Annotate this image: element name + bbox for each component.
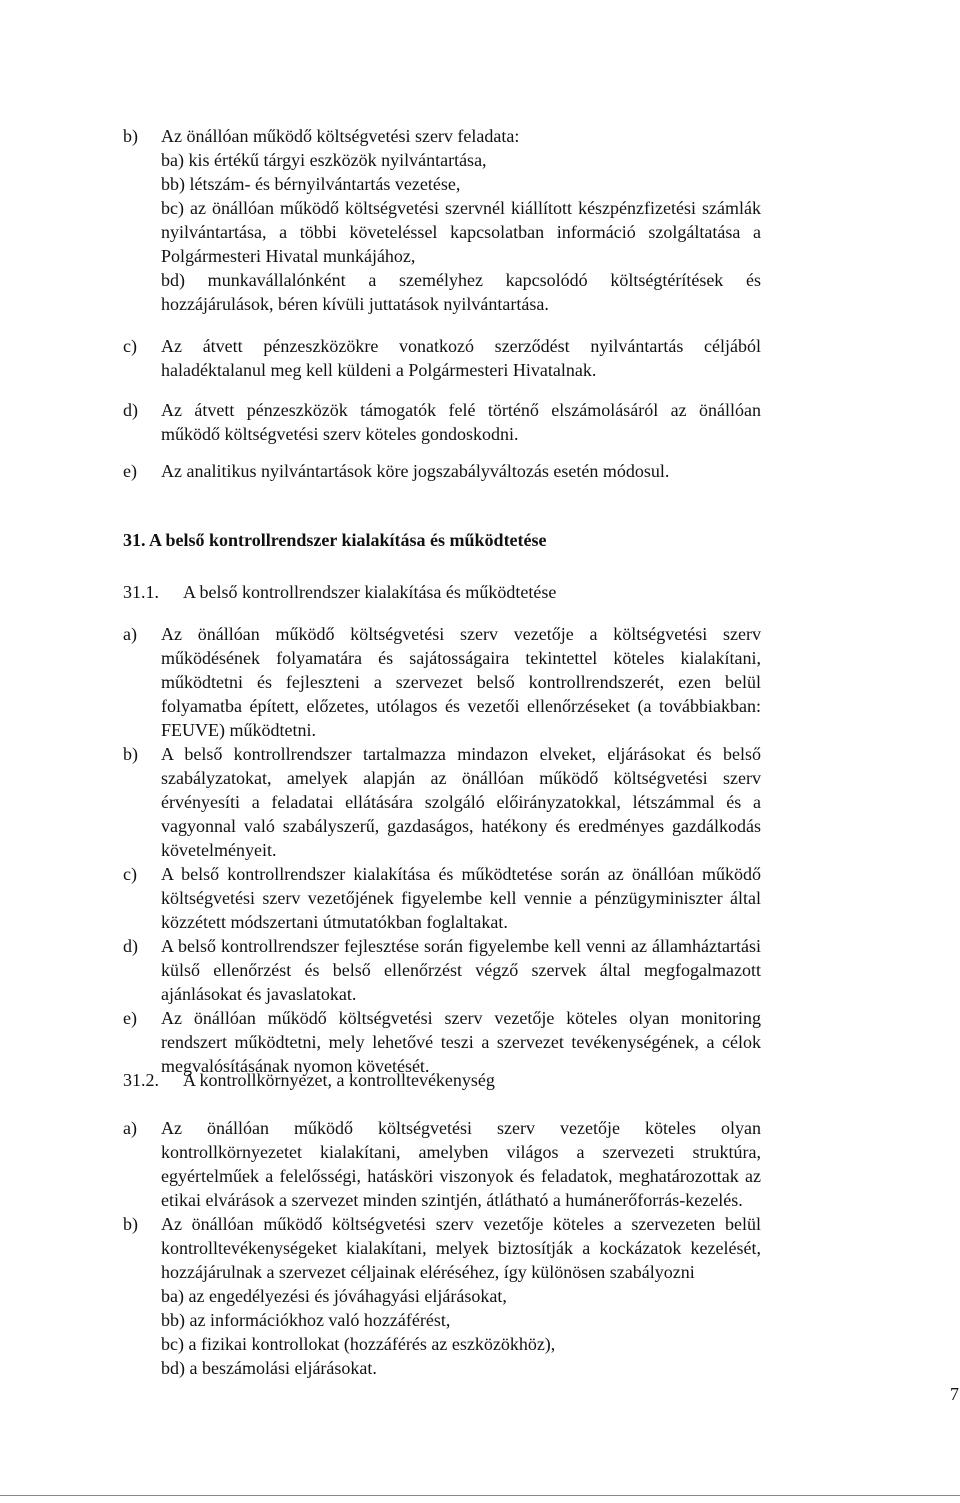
- list-marker: a): [123, 1118, 137, 1138]
- section-c-item: [123, 334, 761, 382]
- list-marker: c): [123, 336, 137, 356]
- list-marker: d): [123, 400, 138, 420]
- page-number: 7: [950, 1384, 959, 1404]
- subsection-number: 31.1.: [123, 582, 159, 602]
- subsection-number: 31.2.: [123, 1070, 159, 1090]
- list-marker: a): [123, 624, 137, 644]
- sub-list-item: bc) a fizikai kontrollokat (hozzáférés az eszközökhöz),: [161, 1334, 556, 1354]
- sub-list-item: ba) az engedélyezési és jóváhagyási eljárásokat,: [161, 1286, 507, 1306]
- section-c: [123, 334, 761, 382]
- bottom-scan-line: [0, 1495, 960, 1496]
- subsection-heading-31-1: [123, 580, 556, 604]
- subsection-31-1-list: [123, 622, 761, 1078]
- subsection-title: A belső kontrollrendszer kialakítása és működtetése: [183, 582, 557, 602]
- list-item: bb) létszám- és bérnyilvántartás vezetése,: [161, 174, 461, 194]
- list-marker: b): [123, 1214, 138, 1234]
- list-marker: d): [123, 936, 138, 956]
- list-marker: e): [123, 461, 137, 481]
- list-item: [123, 934, 761, 1006]
- list-item: [123, 862, 761, 934]
- subsection-heading-31-2: [123, 1068, 495, 1092]
- list-item-text: Az önállóan működő költségvetési szerv vezetője köteles a szervezeten belül kontrolltevékenységeket kialakítani, melyek biztosítják a kockázatok kezelését, hozzájárulnak a szervezet céljainak eléréséhez, így különösen szabályozni: [161, 1214, 761, 1282]
- list-marker: e): [123, 1008, 137, 1028]
- list-item: [123, 1212, 761, 1380]
- list-item: bd) munkavállalónként a személyhez kapcsolódó költségtérítések és hozzájárulások, béren kívüli juttatások nyilvántartása.: [161, 270, 761, 314]
- list-item: ba) kis értékű tárgyi eszközök nyilvántartása,: [161, 150, 487, 170]
- section-b: [123, 124, 761, 316]
- list-marker: b): [123, 744, 138, 764]
- list-item: bc) az önállóan működő költségvetési szervnél kiállított készpénzfizetési számlák nyilvántartása, a többi követeléssel kapcsolatban információ szolgáltatása a Polgármesteri Hivatal munkájához,: [161, 198, 761, 266]
- section-b-item: [123, 124, 761, 316]
- list-item-text: Az önállóan működő költségvetési szerv vezetője köteles olyan kontrollkörnyezetet kialakítani, amelyben világos a szervezeti struktúra, egyértelműek a felelősségi, hatásköri viszonyok és feladatok, meghatározottak az etikai elvárások a szervezet minden szintjén, átlátható a humánerőforrás-kezelés.: [161, 1118, 761, 1210]
- list-item-text: A belső kontrollrendszer kialakítása és működtetése során az önállóan működő költségvetési szerv vezetőjének figyelembe kell vennie a pénzügyminiszter által közzétett módszertani útmutatókban foglaltakat.: [161, 864, 761, 932]
- list-item-text: A belső kontrollrendszer fejlesztése során figyelembe kell venni az államháztartási külső ellenőrzést és belső ellenőrzést végző szervek által megfogalmazott ajánlásokat és javaslatokat.: [161, 936, 761, 1004]
- section-c-text: Az átvett pénzeszközökre vonatkozó szerződést nyilvántartás céljából haladéktalanul meg kell küldeni a Polgármesteri Hivatalnak.: [161, 336, 761, 380]
- section-b-body: [161, 124, 761, 316]
- list-marker: c): [123, 864, 137, 884]
- section-b-lead: Az önállóan működő költségvetési szerv feladata:: [161, 126, 520, 146]
- list-marker: b): [123, 126, 138, 146]
- list-item: [123, 622, 761, 742]
- section-d-item: [123, 398, 761, 446]
- subsection-title: A kontrollkörnyezet, a kontrolltevékenység: [183, 1070, 495, 1090]
- sub-list-item: bb) az információkhoz való hozzáférést,: [161, 1310, 451, 1330]
- list-item: [123, 1116, 761, 1212]
- list-item: [123, 742, 761, 862]
- list-item-text: Az önállóan működő költségvetési szerv vezetője a költségvetési szerv működésének folyamatára és sajátosságaira tekintettel köteles kialakítani, működtetni és fejleszteni a szervezet belső kontrollrendszerét, ezen belül folyamatba épített, előzetes, utólagos és vezetői ellenőrzéseket (a továbbiakban: FEUVE) működtetni.: [161, 624, 761, 740]
- section-e-item: [123, 459, 761, 483]
- subsection-31-2-list: [123, 1116, 761, 1380]
- list-item-body: [161, 1212, 761, 1380]
- section-d: [123, 398, 761, 446]
- section-e-text: Az analitikus nyilvántartások köre jogszabályváltozás esetén módosul.: [161, 461, 670, 481]
- list-item-text: Az önállóan működő költségvetési szerv vezetője köteles olyan monitoring rendszert működtetni, mely lehetővé teszi a szervezet tevékenységének, a célok megvalósításának nyomon követését.: [161, 1008, 761, 1076]
- section-heading: 31. A belső kontrollrendszer kialakítása és működtetése: [123, 530, 547, 550]
- section-e: [123, 459, 761, 483]
- sub-list-item: bd) a beszámolási eljárásokat.: [161, 1358, 377, 1378]
- section-d-text: Az átvett pénzeszközök támogatók felé történő elszámolásáról az önállóan működő költségvetési szerv köteles gondoskodni.: [161, 400, 761, 444]
- list-item-text: A belső kontrollrendszer tartalmazza mindazon elveket, eljárásokat és belső szabályzatokat, amelyek alapján az önállóan működő költségvetési szerv érvényesíti a feladatai ellátására szolgáló előirányzatokkal, létszámmal és a vagyonnal való szabályszerű, gazdaságos, hatékony és eredményes gazdálkodás követelményeit.: [161, 744, 761, 860]
